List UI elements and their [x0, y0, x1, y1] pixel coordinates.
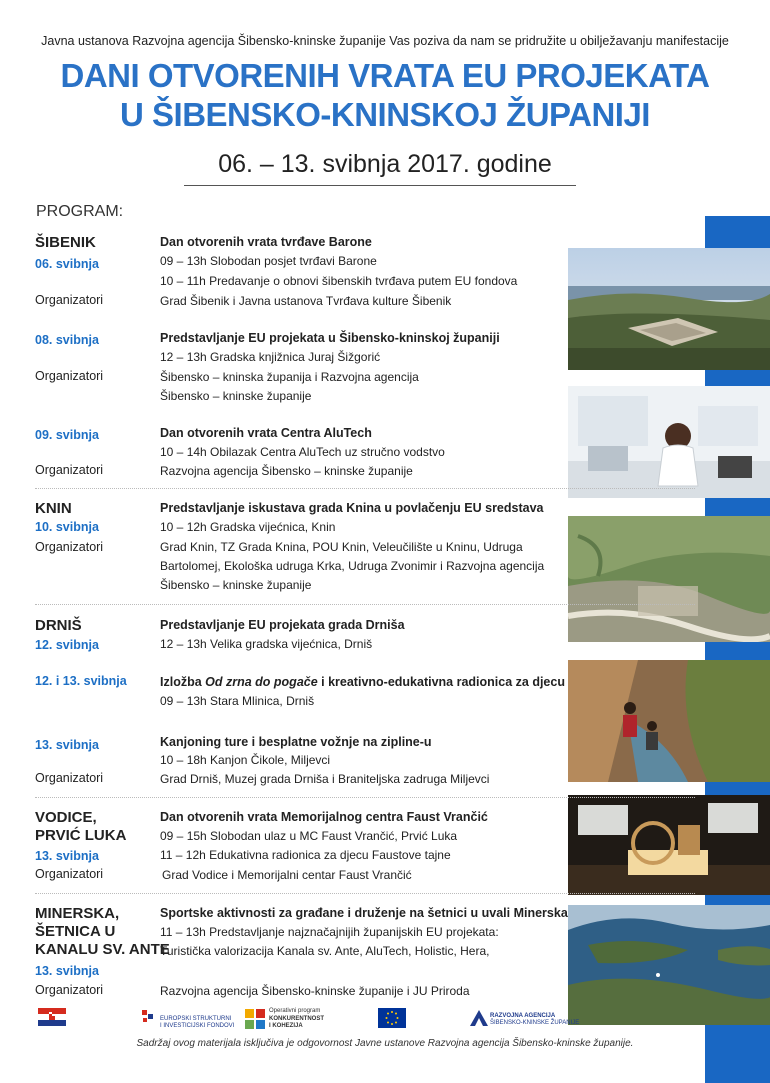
date-underline	[184, 185, 576, 186]
croatian-flag-icon	[38, 1008, 66, 1026]
lab-photo	[568, 386, 770, 498]
event-detail: 12 – 13h Gradska knjižnica Juraj Šižgorić	[160, 350, 381, 364]
event-detail: 10 – 18h Kanjon Čikole, Miljevci	[160, 753, 331, 767]
op-kik-logo	[244, 1008, 334, 1030]
organizers-label: Organizatori	[35, 867, 104, 881]
section-divider	[35, 604, 695, 605]
organizers-label: Organizatori	[35, 771, 104, 785]
organizers-value: Grad Drniš, Muzej grada Drniša i Braniteljska zadruga Miljevci	[160, 772, 490, 786]
organizers-value: Šibensko – kninska županija i Razvojna agencija	[160, 370, 419, 384]
fortress-photo	[568, 248, 770, 370]
event-detail: 11 – 12h Edukativna radionica za djecu Faustove tajne	[160, 848, 451, 862]
event-detail: 12 – 13h Velika gradska vijećnica, Drniš	[160, 637, 373, 651]
program-label: PROGRAM:	[36, 203, 124, 220]
canyon-zipline-photo	[568, 660, 770, 782]
date-label: 12. svibnja	[35, 638, 99, 652]
date-label: 08. svibnja	[35, 333, 99, 347]
op-text-1: Operativni program	[269, 1008, 321, 1014]
date-label: 12. i 13. svibnja	[35, 674, 127, 688]
eu-flag-icon	[378, 1008, 406, 1028]
organizers-label: Organizatori	[35, 540, 104, 554]
op-text-2: KONKURENTNOST	[269, 1016, 324, 1022]
op-text-3: I KOHEZIJA	[269, 1023, 303, 1029]
organizers-value: Grad Knin, TZ Grada Knina, POU Knin, Veleučilište u Kninu, Udruga Bartolomej, Ekološka udruga Krka, Udruga Zvonimir i Razvojna agencija Šibensko – kninske županije	[160, 540, 545, 592]
exhibition-name: Od zrna do pogače	[205, 675, 318, 689]
ra-text-1: RAZVOJNA AGENCIJA	[490, 1013, 556, 1019]
museum-exhibit-photo	[568, 795, 770, 895]
event-detail: 10 – 14h Obilazak Centra AluTech uz stručno vodstvo	[160, 445, 445, 459]
op-logo-icon	[244, 1008, 266, 1030]
main-title-line1: DANI OTVORENIH VRATA EU PROJEKATA	[60, 57, 710, 94]
esif-logo-icon	[140, 1008, 158, 1026]
event-detail: Turistička valorizacija Kanala sv. Ante, AluTech, Holistic, Hera,	[160, 944, 490, 958]
event-detail: 10 – 11h Predavanje o obnovi šibenskih tvrđava putem EU fondova	[160, 274, 518, 288]
event-title: Dan otvorenih vrata Centra AluTech	[160, 426, 372, 440]
city-setnica: ŠETNICA U	[35, 923, 116, 940]
section-divider	[35, 488, 695, 489]
event-title-part: i kreativno-edukativna radionica za djecu	[317, 675, 565, 689]
event-title: Dan otvorenih vrata Memorijalnog centra Faust Vrančić	[160, 810, 488, 824]
ra-text-2: ŠIBENSKO-KNINSKE ŽUPANIJE	[490, 1020, 580, 1026]
city-prvic: PRVIĆ LUKA	[35, 827, 127, 844]
date-label: 06. svibnja	[35, 257, 99, 271]
esif-text-2: I INVESTICIJSKI FONDOVI	[160, 1023, 235, 1029]
city-minerska: MINERSKA,	[35, 905, 120, 922]
event-detail: 10 – 12h Gradska vijećnica, Knin	[160, 520, 336, 534]
date-label: 13. svibnja	[35, 849, 99, 863]
event-title: Predstavljanje iskustava grada Knina u povlačenju EU sredstava	[160, 501, 544, 515]
city-vodice: VODICE,	[35, 809, 97, 826]
city-knin: KNIN	[35, 500, 72, 517]
organizers-label: Organizatori	[35, 463, 104, 477]
event-title: Kanjoning ture i besplatne vožnje na zipline-u	[160, 735, 432, 749]
razvojna-agencija-logo	[470, 1008, 580, 1030]
intro-text: Javna ustanova Razvojna agencija Šibensko-kninske županije Vas poziva da nam se pridružite u obilježavanju manifestacije	[41, 34, 729, 48]
disclaimer: Sadržaj ovog materijala isključiva je odgovornost Javne ustanove Razvojna agencija Šibensko-kninske županije.	[136, 1038, 634, 1049]
event-title	[160, 674, 565, 690]
event-detail: 09 – 13h Slobodan posjet tvrđavi Barone	[160, 254, 377, 268]
organizers-value: Grad Vodice i Memorijalni centar Faust Vrančić	[162, 868, 412, 882]
city-kanal: KANALU SV. ANTE	[35, 941, 170, 958]
date-label: 10. svibnja	[35, 520, 99, 534]
city-drnis: DRNIŠ	[35, 617, 82, 634]
event-dates: 06. – 13. svibnja 2017. godine	[218, 150, 552, 178]
esif-text-1: EUROPSKI STRUKTURNI	[160, 1016, 232, 1022]
event-detail: 09 – 13h Stara Mlinica, Drniš	[160, 694, 315, 708]
section-divider	[35, 893, 695, 894]
main-title-line2: U ŠIBENSKO-KNINSKOJ ŽUPANIJI	[120, 96, 650, 133]
event-detail: 09 – 15h Slobodan ulaz u MC Faust Vrančić, Prvić Luka	[160, 829, 458, 843]
organizers-value: Grad Šibenik i Javna ustanova Tvrđava kulture Šibenik	[160, 294, 452, 308]
event-detail: 11 – 13h Predstavljanje najznačajnijih županijskih EU projekata:	[160, 925, 499, 939]
organizers-label: Organizatori	[35, 293, 104, 307]
section-divider	[35, 797, 695, 798]
event-title: Predstavljanje EU projekata u Šibensko-kninskoj županiji	[160, 331, 500, 345]
event-title: Predstavljanje EU projekata grada Drniša	[160, 618, 405, 632]
coast-aerial-photo	[568, 905, 770, 1025]
organizers-value: Razvojna agencija Šibensko-kninske županije i JU Priroda	[160, 984, 470, 998]
esif-logo	[140, 1008, 235, 1030]
event-title: Dan otvorenih vrata tvrđave Barone	[160, 235, 372, 249]
organizers-label: Organizatori	[35, 369, 104, 383]
event-title: Sportske aktivnosti za građane i druženje na šetnici u uvali Minerska	[160, 906, 568, 920]
date-label: 09. svibnja	[35, 428, 99, 442]
organizers-label: Organizatori	[35, 983, 104, 997]
date-label: 13. svibnja	[35, 964, 99, 978]
city-sibenik: ŠIBENIK	[35, 234, 96, 251]
ra-logo-icon	[470, 1010, 488, 1026]
knin-aerial-photo	[568, 516, 770, 642]
event-title-part: Izložba	[160, 675, 206, 689]
organizers-value: Razvojna agencija Šibensko – kninske županije	[160, 464, 413, 478]
organizers-value: Šibensko – kninske županije	[160, 389, 312, 403]
date-label: 13. svibnja	[35, 738, 99, 752]
